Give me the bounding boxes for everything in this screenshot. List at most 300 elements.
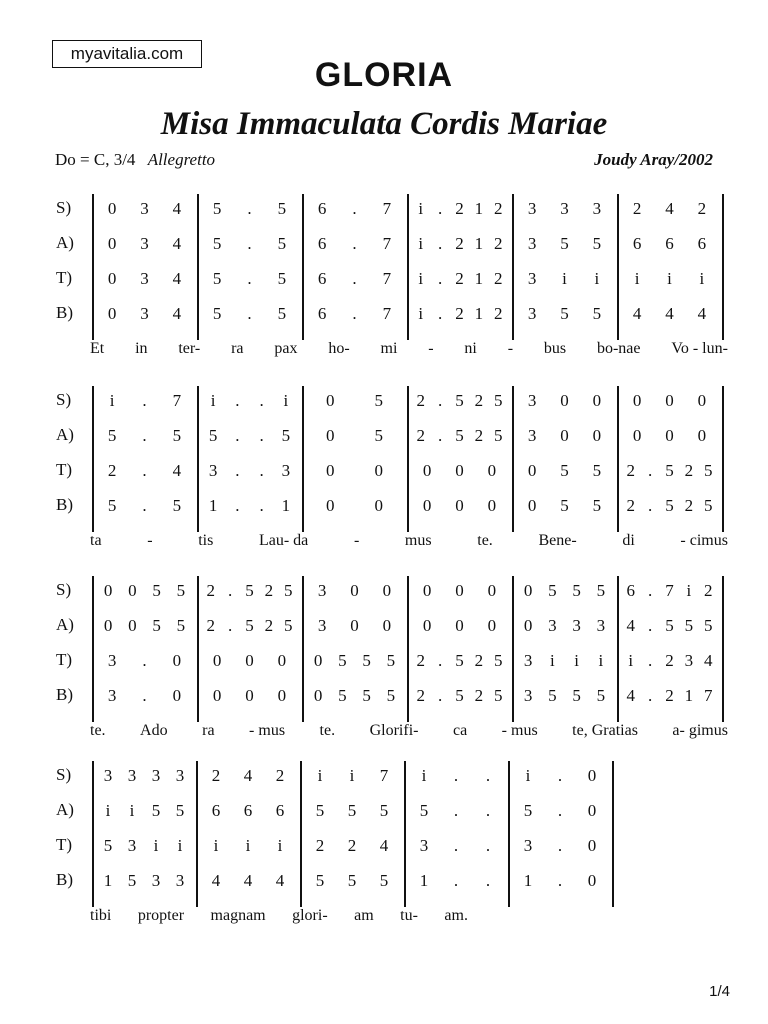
note: 3 <box>523 836 533 855</box>
note: . <box>647 651 653 670</box>
note: 2 <box>275 766 285 785</box>
lyric-syllable: Ado <box>140 722 168 739</box>
note: i <box>177 836 183 855</box>
note: i <box>105 801 111 820</box>
note: 4 <box>626 616 635 635</box>
barline <box>508 761 510 907</box>
note: 3 <box>127 766 137 785</box>
note: 4 <box>632 304 642 323</box>
note: 0 <box>587 801 597 820</box>
note: 2 <box>684 461 694 480</box>
barline <box>300 761 302 907</box>
voice-notes-a <box>201 425 298 447</box>
note: 2 <box>455 304 464 323</box>
lyric-syllable: Bene- <box>538 532 577 549</box>
note: i <box>550 651 555 670</box>
note: 0 <box>632 426 642 445</box>
voice-label: S) <box>56 765 72 784</box>
note: 0 <box>523 616 533 635</box>
note: 2 <box>665 686 674 705</box>
note: 5 <box>107 496 117 515</box>
note: . <box>142 391 147 410</box>
note: i <box>153 836 159 855</box>
voice-label: A) <box>56 615 74 634</box>
note: 3 <box>127 836 137 855</box>
barline <box>722 576 724 722</box>
voice-notes-b <box>516 303 613 325</box>
note: 5 <box>494 391 503 410</box>
note: 0 <box>587 871 597 890</box>
note: 3 <box>107 651 117 670</box>
measure <box>306 570 403 720</box>
note: 5 <box>152 581 161 600</box>
note: . <box>437 391 443 410</box>
barline <box>92 761 94 907</box>
voice-notes-a <box>621 425 718 447</box>
note: 5 <box>455 651 464 670</box>
measure <box>306 380 403 530</box>
note: 4 <box>243 871 253 890</box>
voice-notes-s <box>96 198 193 220</box>
lyric-syllable: pax <box>274 340 298 357</box>
note: . <box>453 871 459 890</box>
note: 1 <box>474 304 484 323</box>
voice-notes-a <box>411 233 508 255</box>
note: 5 <box>386 651 396 670</box>
note: 5 <box>572 686 581 705</box>
voice-notes-s <box>411 580 508 602</box>
voice-notes-s <box>200 765 296 787</box>
lyric-syllable: in <box>135 340 148 357</box>
note: 3 <box>548 616 557 635</box>
voice-notes-b <box>201 303 298 325</box>
note: 5 <box>107 426 117 445</box>
score-system <box>0 755 768 935</box>
note: 1 <box>474 199 484 218</box>
note: 3 <box>592 199 602 218</box>
voice-notes-s <box>96 390 193 412</box>
voice-notes-t <box>411 650 508 672</box>
note: 4 <box>172 304 182 323</box>
voice-notes-s <box>306 198 403 220</box>
note: . <box>235 426 240 445</box>
note: 2 <box>494 234 503 253</box>
page-subtitle: Misa Immaculata Cordis Mariae <box>160 106 608 142</box>
voice-label: B) <box>56 870 73 889</box>
score-system <box>0 188 768 368</box>
voice-notes-a <box>516 615 613 637</box>
note: . <box>485 801 491 820</box>
lyric-syllable: a- gimus <box>672 722 728 739</box>
voice-label: S) <box>56 198 72 217</box>
voice-notes-s <box>408 765 504 787</box>
note: 0 <box>487 461 497 480</box>
voice-notes-s <box>201 580 298 602</box>
voice-label: A) <box>56 233 74 252</box>
barline <box>512 386 514 532</box>
note: i <box>283 391 289 410</box>
note: 3 <box>151 871 161 890</box>
voice-notes-b <box>201 495 298 517</box>
note: 2 <box>697 199 707 218</box>
note: . <box>352 199 357 218</box>
note: 5 <box>347 801 357 820</box>
note: 3 <box>419 836 429 855</box>
note: 0 <box>374 461 383 480</box>
note: 0 <box>487 581 497 600</box>
note: 0 <box>374 496 383 515</box>
barline <box>512 576 514 722</box>
voice-notes-b <box>516 685 613 707</box>
barline <box>407 386 409 532</box>
note: 0 <box>128 616 137 635</box>
voice-notes-b <box>304 870 400 892</box>
voice-notes-b <box>96 685 193 707</box>
voice-notes-t <box>512 835 608 857</box>
note: 0 <box>326 426 335 445</box>
voice-notes-a <box>306 425 403 447</box>
score-system <box>0 380 768 560</box>
key-info <box>55 150 215 170</box>
voice-notes-s <box>621 198 718 220</box>
note: . <box>227 616 233 635</box>
note: 5 <box>523 801 533 820</box>
note: i <box>574 651 579 670</box>
note: 0 <box>455 581 464 600</box>
note: 5 <box>212 234 222 253</box>
note: 3 <box>175 871 185 890</box>
voice-notes-t <box>96 650 193 672</box>
lyric-syllable: tibi <box>90 907 112 924</box>
score-system <box>0 570 768 750</box>
voice-notes-a <box>96 425 193 447</box>
barline <box>92 194 94 340</box>
note: 2 <box>494 304 503 323</box>
note: 0 <box>313 651 323 670</box>
note: 6 <box>697 234 707 253</box>
note: 5 <box>315 871 325 890</box>
note: 0 <box>172 686 182 705</box>
measure <box>411 570 508 720</box>
note: 7 <box>382 304 392 323</box>
note: 7 <box>382 199 392 218</box>
note: 3 <box>527 199 537 218</box>
note: 5 <box>379 801 389 820</box>
note: 5 <box>494 686 503 705</box>
page-title: GLORIA <box>314 56 454 94</box>
voice-notes-b <box>96 303 193 325</box>
note: i <box>686 581 692 600</box>
note: 5 <box>277 269 287 288</box>
voice-notes-t <box>96 268 193 290</box>
note: 7 <box>382 269 392 288</box>
note: 2 <box>455 234 464 253</box>
note: 2 <box>474 686 484 705</box>
lyric-syllable: am. <box>444 907 468 924</box>
lyric-syllable: bo-nae <box>596 340 641 357</box>
voice-notes-s <box>96 580 193 602</box>
voice-notes-a <box>411 615 508 637</box>
note: 3 <box>523 686 533 705</box>
measure <box>201 570 298 720</box>
note: 1 <box>419 871 429 890</box>
note: 5 <box>347 871 357 890</box>
voice-notes-b <box>516 495 613 517</box>
note: 5 <box>704 461 713 480</box>
note: 5 <box>665 496 674 515</box>
note: 3 <box>140 269 149 288</box>
note: 0 <box>350 581 359 600</box>
barline <box>404 761 406 907</box>
note: . <box>259 461 264 480</box>
voice-notes-s <box>621 580 718 602</box>
note: 5 <box>151 801 161 820</box>
note: 5 <box>176 581 186 600</box>
note: i <box>418 304 424 323</box>
lyric-syllable: Et <box>90 340 105 357</box>
note: . <box>647 461 653 480</box>
lyric-syllable: - <box>147 532 153 549</box>
barline <box>722 386 724 532</box>
page-number: 1/4 <box>709 983 730 1000</box>
note: . <box>259 426 264 445</box>
lyric-syllable: ra <box>231 340 244 357</box>
measure <box>304 755 400 905</box>
note: 5 <box>284 581 293 600</box>
note: 0 <box>128 581 137 600</box>
voice-notes-a <box>96 800 192 822</box>
barline <box>617 576 619 722</box>
note: 2 <box>474 651 484 670</box>
note: 0 <box>422 461 432 480</box>
voice-label: T) <box>56 268 73 287</box>
voice-notes-b <box>411 685 508 707</box>
note: i <box>317 766 323 785</box>
measure <box>621 570 718 720</box>
note: 5 <box>152 616 161 635</box>
voice-notes-s <box>512 765 608 787</box>
note: 5 <box>212 199 222 218</box>
voice-notes-s <box>516 580 613 602</box>
voice-notes-s <box>411 390 508 412</box>
lyric-syllable: ni <box>464 340 477 357</box>
note: 4 <box>379 836 389 855</box>
note: i <box>562 269 567 288</box>
lyric-syllable: ca <box>452 722 468 739</box>
measure <box>200 755 296 905</box>
voice-label: B) <box>56 303 73 322</box>
note: 0 <box>697 391 707 410</box>
note: 4 <box>665 199 674 218</box>
barline <box>617 386 619 532</box>
measure <box>512 755 608 905</box>
note: 2 <box>626 461 635 480</box>
note: i <box>213 836 219 855</box>
note: 0 <box>212 686 222 705</box>
note: 0 <box>455 616 464 635</box>
voice-notes-s <box>411 198 508 220</box>
note: 0 <box>326 461 335 480</box>
note: 3 <box>103 766 113 785</box>
note: 0 <box>587 766 597 785</box>
note: 2 <box>632 199 642 218</box>
note: . <box>259 496 264 515</box>
note: 0 <box>422 616 432 635</box>
measure <box>516 570 613 720</box>
note: 4 <box>172 234 182 253</box>
voice-notes-a <box>306 615 403 637</box>
note: 5 <box>315 801 325 820</box>
lyrics-line <box>90 722 728 740</box>
note: 5 <box>455 391 464 410</box>
voice-notes-b <box>201 685 298 707</box>
voice-notes-b <box>306 303 403 325</box>
measure <box>516 188 613 338</box>
note: 5 <box>277 199 287 218</box>
note: 0 <box>560 391 569 410</box>
barline <box>197 386 199 532</box>
note: 2 <box>455 269 464 288</box>
note: 5 <box>379 871 389 890</box>
note: 0 <box>103 616 113 635</box>
note: 5 <box>374 391 383 410</box>
note: 5 <box>592 496 602 515</box>
voice-notes-b <box>306 685 403 707</box>
note: 0 <box>523 581 533 600</box>
voice-notes-b <box>512 870 608 892</box>
note: i <box>421 766 427 785</box>
note: 7 <box>172 391 182 410</box>
note: 0 <box>107 234 117 253</box>
note: 5 <box>494 651 503 670</box>
note: 5 <box>560 461 569 480</box>
note: 3 <box>140 304 149 323</box>
barline <box>407 194 409 340</box>
voice-notes-b <box>200 870 296 892</box>
note: . <box>437 426 443 445</box>
voice-notes-t <box>96 835 192 857</box>
voice-label: B) <box>56 495 73 514</box>
note: 5 <box>212 269 222 288</box>
note: 5 <box>592 304 602 323</box>
note: 2 <box>494 269 503 288</box>
note: 4 <box>172 199 182 218</box>
note: . <box>647 496 653 515</box>
note: 6 <box>211 801 221 820</box>
note: i <box>525 766 531 785</box>
note: . <box>352 304 357 323</box>
measure <box>411 188 508 338</box>
note: i <box>418 234 424 253</box>
note: . <box>437 269 443 288</box>
website-label: myavitalia.com <box>52 40 202 68</box>
measure <box>621 380 718 530</box>
note: 0 <box>587 836 597 855</box>
note: 7 <box>382 234 392 253</box>
composer: Joudy Aray/2002 <box>594 150 713 169</box>
note: 5 <box>596 581 606 600</box>
measure <box>96 755 192 905</box>
note: 6 <box>665 234 674 253</box>
note: 3 <box>107 686 117 705</box>
note: 2 <box>494 199 503 218</box>
lyric-syllable: tis <box>198 532 214 549</box>
note: i <box>667 269 672 288</box>
note: 6 <box>243 801 253 820</box>
barline <box>512 194 514 340</box>
note: i <box>210 391 216 410</box>
lyric-syllable: bus <box>543 340 567 357</box>
note: 0 <box>245 651 254 670</box>
voice-notes-s <box>516 198 613 220</box>
note: 3 <box>527 391 537 410</box>
note: 3 <box>527 304 537 323</box>
note: 1 <box>523 871 533 890</box>
voice-notes-t <box>306 650 403 672</box>
note: 3 <box>140 234 149 253</box>
barline <box>302 576 304 722</box>
voice-label: A) <box>56 800 74 819</box>
note: 6 <box>626 581 635 600</box>
note: 2 <box>416 426 425 445</box>
note: i <box>418 269 424 288</box>
note: 5 <box>548 686 557 705</box>
note: i <box>699 269 705 288</box>
note: . <box>437 234 443 253</box>
note: 7 <box>665 581 674 600</box>
lyric-syllable: - cimus <box>680 532 728 549</box>
voice-notes-t <box>411 460 508 482</box>
voice-label: T) <box>56 460 73 479</box>
note: . <box>647 616 653 635</box>
lyric-syllable: - mus <box>501 722 538 739</box>
note: 5 <box>281 426 291 445</box>
note: 4 <box>697 304 707 323</box>
note: . <box>235 461 240 480</box>
lyric-syllable: ter- <box>178 340 201 357</box>
voice-notes-t <box>306 268 403 290</box>
note: 0 <box>560 426 569 445</box>
note: 3 <box>527 234 537 253</box>
voice-notes-b <box>408 870 504 892</box>
note: 0 <box>382 581 392 600</box>
voice-notes-t <box>201 268 298 290</box>
note: . <box>227 581 233 600</box>
note: i <box>594 269 600 288</box>
note: 3 <box>684 651 694 670</box>
note: 5 <box>172 496 182 515</box>
lyric-syllable: te. <box>319 722 336 739</box>
note: 5 <box>704 496 713 515</box>
note: 0 <box>382 616 392 635</box>
note: 0 <box>592 426 602 445</box>
note: 5 <box>172 426 182 445</box>
note: . <box>647 581 653 600</box>
note: 5 <box>362 651 371 670</box>
note: 4 <box>275 871 285 890</box>
voice-notes-t <box>411 268 508 290</box>
voice-notes-t <box>96 460 193 482</box>
note: 5 <box>592 461 602 480</box>
measure <box>96 380 193 530</box>
note: 5 <box>704 616 713 635</box>
note: 4 <box>665 304 674 323</box>
voice-notes-t <box>621 268 718 290</box>
note: 5 <box>548 581 557 600</box>
voice-notes-a <box>621 233 718 255</box>
note: 5 <box>176 616 186 635</box>
note: 2 <box>704 581 713 600</box>
